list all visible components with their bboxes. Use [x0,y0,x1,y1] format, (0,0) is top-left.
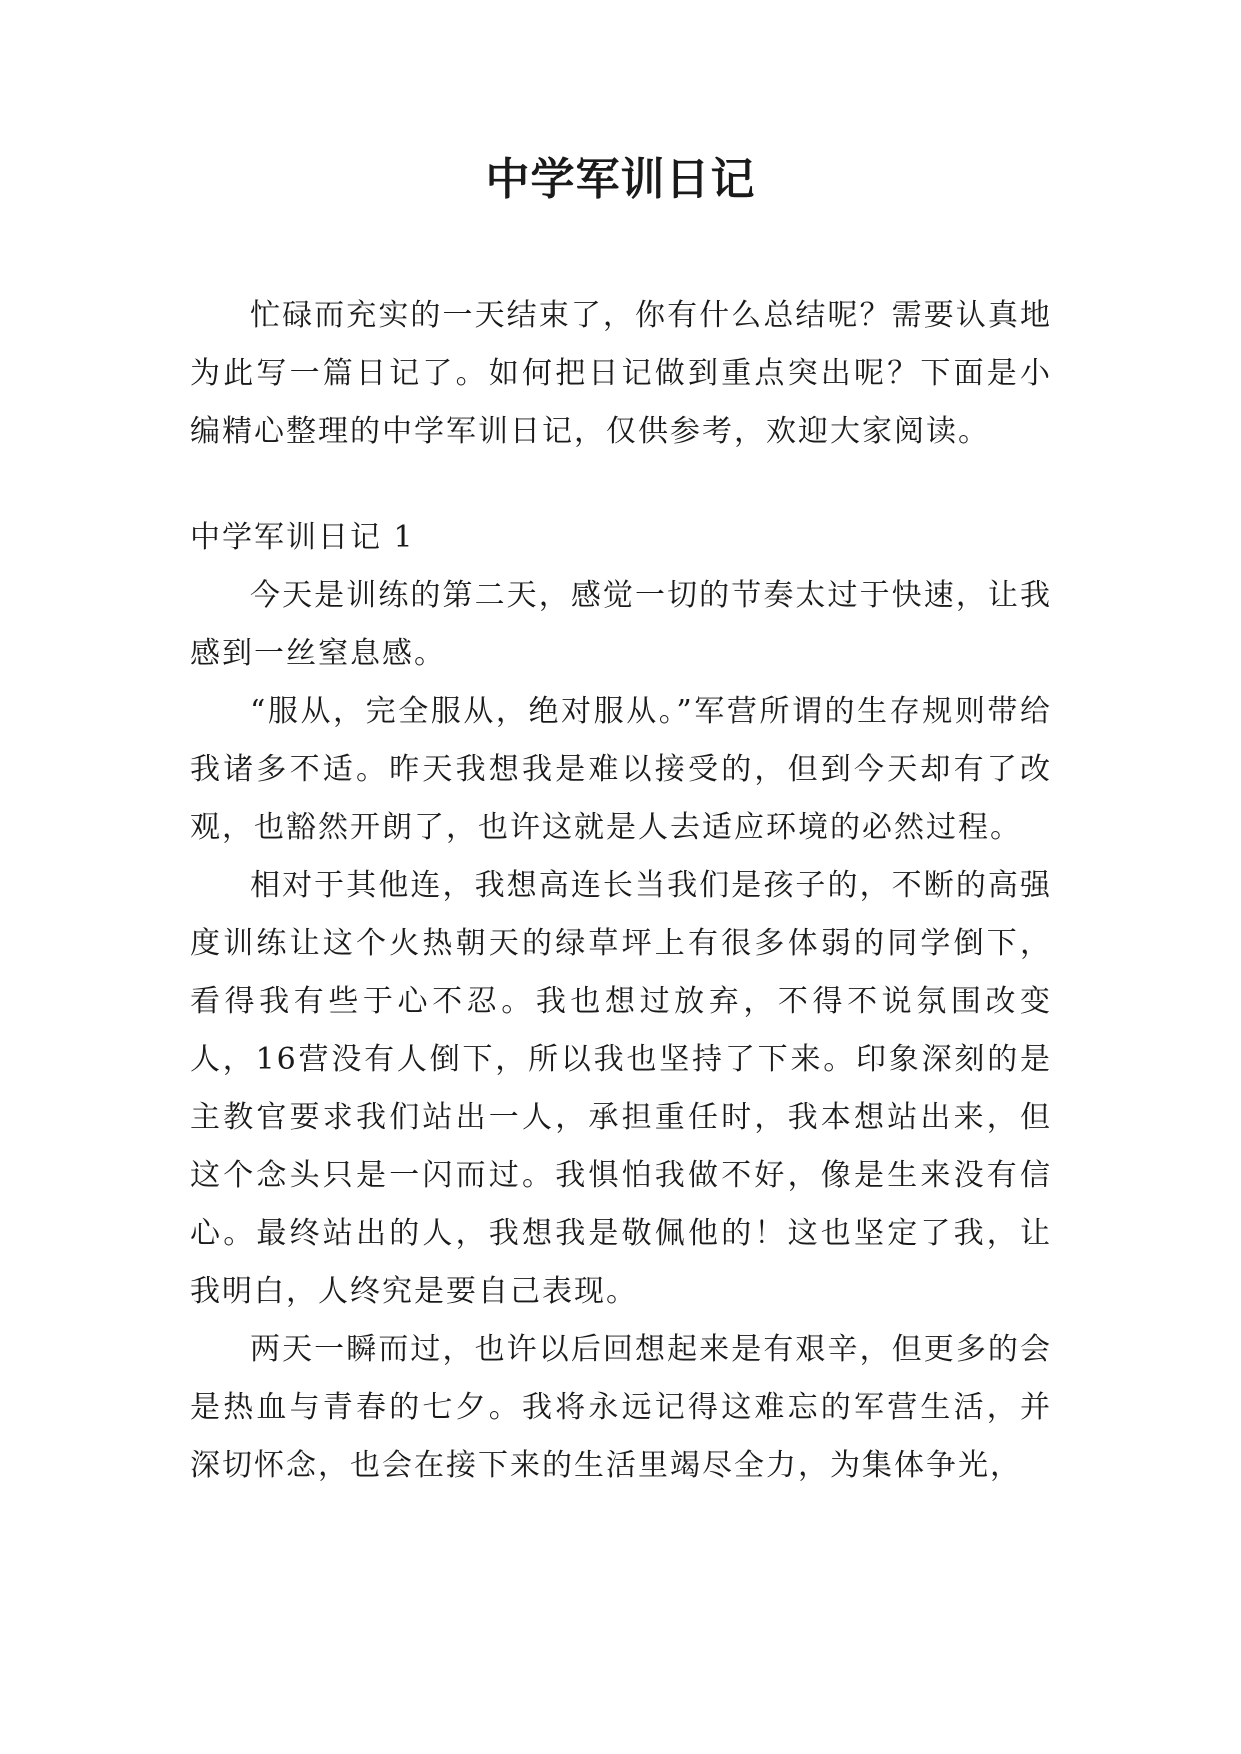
body-paragraph: 今天是训练的第二天，感觉一切的节奏太过于快速，让我感到一丝窒息感。 [190,578,1052,671]
document-title: 中学军训日记 [485,154,756,205]
body-paragraph: 相对于其他连，我想高连长当我们是孩子的，不断的高强度训练让这个火热朝天的绿草坪上有很多体弱的同学倒下，看得我有些于心不忍。我也想过放弃，不得不说氛围改变人，16营没有人倒下，所以我也坚持了下来。印象深刻的是主教官要求我们站出一人，承担重任时，我本想站出来，但这个念头只是一闪而过。我惧怕我做不好，像是生来没有信心。最终站出的人，我想我是敬佩他的！这也坚定了我，让我明白，人终究是要自己表现。 [190,868,1052,1309]
body-paragraph: 两天一瞬而过，也许以后回想起来是有艰辛，但更多的会是热血与青春的七夕。我将永远记得这难忘的军营生活，并深切怀念，也会在接下来的生活里竭尽全力，为集体争光， [190,1332,1052,1483]
intro-paragraph: 忙碌而充实的一天结束了，你有什么总结呢？需要认真地为此写一篇日记了。如何把日记做到重点突出呢？下面是小编精心整理的中学军训日记，仅供参考，欢迎大家阅读。 [190,298,1052,449]
section-heading: 中学军训日记 1 [190,520,415,555]
body-paragraph: “服从，完全服从，绝对服从。”军营所谓的生存规则带给我诸多不适。昨天我想我是难以接受的，但到今天却有了改观，也豁然开朗了，也许这就是人去适应环境的必然过程。 [190,694,1052,845]
document-body [190,287,1052,1495]
